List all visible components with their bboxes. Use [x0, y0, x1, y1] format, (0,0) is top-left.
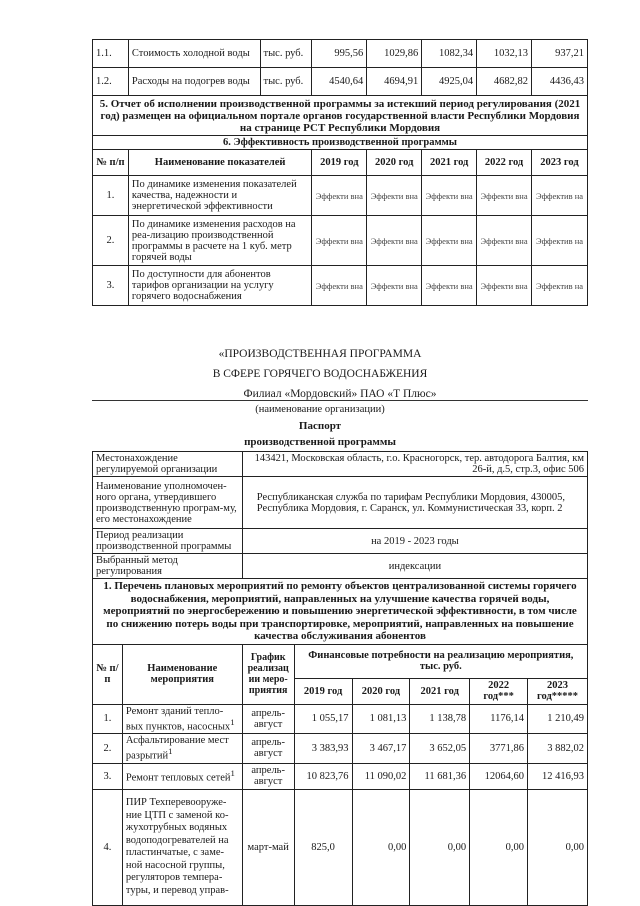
- row-number: 4.: [93, 789, 123, 905]
- passport-label: Местонахождение регулируемой организации: [93, 452, 243, 477]
- organization-name: [92, 388, 588, 401]
- value-cell: 3 383,93: [294, 734, 352, 764]
- row-name: По доступности для абонентов тарифов организации на услугу горячего водоснабжения: [128, 266, 311, 306]
- header-year: 2019 год: [312, 150, 367, 176]
- efficiency-cell: Эффекти вна: [312, 176, 367, 216]
- row-unit: тыс. руб.: [260, 68, 312, 96]
- value-cell: 4436,43: [532, 68, 588, 96]
- row-number: 1.1.: [93, 40, 129, 68]
- efficiency-cell: Эффекти вна: [367, 266, 422, 306]
- organization-caption: (наименование организации): [255, 404, 385, 415]
- row-name-text: Ремонт тепловых сетей: [125, 772, 231, 784]
- row-schedule: апрель-август: [242, 763, 294, 789]
- table-row: [93, 40, 588, 68]
- table-row: [93, 734, 588, 764]
- header-finance: Финансовые потребности на реализацию мероприятия, тыс. руб.: [294, 644, 587, 678]
- table-row: [93, 452, 588, 477]
- value-cell: 0,00: [352, 789, 410, 905]
- section-5-heading: 5. Отчет об исполнении производственной программы за истекший период регулирования (2021 год) размещен на официальном портале органов государственной власти Республики Мордовия на странице РСТ Республики Мордовия: [93, 96, 588, 136]
- program-title: «ПРОИЗВОДСТВЕННАЯ ПРОГРАММА: [218, 348, 422, 360]
- value-cell: 1032,13: [477, 40, 532, 68]
- row-number: 2.: [93, 216, 129, 266]
- value-cell: 0,00: [470, 789, 528, 905]
- row-number: 2.: [93, 734, 123, 764]
- row-name: [122, 704, 242, 734]
- table-row: [93, 477, 588, 529]
- row-name: [122, 734, 242, 764]
- value-cell: 995,56: [312, 40, 367, 68]
- value-cell: 3771,86: [470, 734, 528, 764]
- row-name-text: Ремонт зданий тепло-вых пунктов, насосных: [125, 705, 231, 732]
- section-6-heading: 6. Эффективность производственной программы: [93, 136, 588, 150]
- value-cell: 12 416,93: [528, 763, 588, 789]
- efficiency-cell: Эффекти вна: [477, 176, 532, 216]
- value-cell: 3 652,05: [410, 734, 470, 764]
- header-year: 2023 год*****: [528, 678, 588, 704]
- value-cell: 10 823,76: [294, 763, 352, 789]
- value-cell: 937,21: [532, 40, 588, 68]
- header-name: Наименование мероприятия: [122, 644, 242, 704]
- row-name-text: ПИР Техперевооруже-ние ЦТП с заменой ко-жухотрубных водяных водоподогревателей на пластинчатые, с заме-ной насосной группы, регуляторов темпера-туры, и перевод управ-: [125, 797, 229, 896]
- value-cell: 1029,86: [367, 40, 422, 68]
- measures-table: [92, 578, 588, 906]
- passport-label: Наименование уполномочен-ного органа, утвердившего производственную програм-му, его местонахождение: [93, 477, 243, 529]
- row-name: [122, 789, 242, 905]
- row-schedule: март-май: [242, 789, 294, 905]
- table-row: [93, 704, 588, 734]
- row-number: 1.2.: [93, 68, 129, 96]
- row-number: 3.: [93, 763, 123, 789]
- passport-label: Период реализации производственной программы: [93, 529, 243, 554]
- value-cell: 11 090,02: [352, 763, 410, 789]
- header-year: 2023 год: [532, 150, 588, 176]
- row-name: По динамике изменения показателей качества, надежности и энергетической эффективности: [128, 176, 311, 216]
- value-cell: 4694,91: [367, 68, 422, 96]
- row-name: Стоимость холодной воды: [128, 40, 260, 68]
- value-cell: 4925,04: [422, 68, 477, 96]
- header-name: Наименование показателей: [128, 150, 311, 176]
- footnote-mark: 1: [230, 716, 235, 727]
- row-schedule: апрель-август: [242, 704, 294, 734]
- header-year: 2020 год: [352, 678, 410, 704]
- value-cell: 12064,60: [470, 763, 528, 789]
- row-name: [122, 763, 242, 789]
- header-year: 2019 год: [294, 678, 352, 704]
- row-name: По динамике изменения расходов на реа-лизацию производственной программы в расчете на 1 куб. метр горячей воды: [128, 216, 311, 266]
- header-year: 2020 год: [367, 150, 422, 176]
- table-row: [93, 789, 588, 905]
- efficiency-cell: Эффекти вна: [422, 176, 477, 216]
- passport-value: индексации: [242, 554, 587, 579]
- efficiency-cell: Эффекти вна: [477, 216, 532, 266]
- row-schedule: апрель-август: [242, 734, 294, 764]
- row-name: Расходы на подогрев воды: [128, 68, 260, 96]
- value-cell: 1 138,78: [410, 704, 470, 734]
- value-cell: 0,00: [528, 789, 588, 905]
- footnote-mark: 1: [230, 768, 235, 779]
- table-row: [93, 68, 588, 96]
- passport-value: 143421, Московская область, г.о. Красногорск, тер. автодорога Балтия, км 26-й, д.5, стр.3, офис 506: [242, 452, 587, 477]
- header-year: 2021 год: [422, 150, 477, 176]
- efficiency-cell: Эффекти вна: [312, 266, 367, 306]
- top-table: [92, 39, 588, 306]
- table-row: [93, 176, 588, 216]
- value-cell: 0,00: [410, 789, 470, 905]
- section-1-heading: 1. Перечень плановых мероприятий по ремонту объектов централизованной системы горячего водоснабжения, мероприятий, направленных на улучшение качества горячей воды, мероприятий по энергосбережению и повышению энергетической эффективности, в том числе по снижению потерь воды при транспортировке, мероприятий, направленных на повышение качества обслуживания абонентов: [93, 579, 588, 645]
- header-year: 2022 год***: [470, 678, 528, 704]
- organization-name-text: Филиал «Мордовский» ПАО «Т Плюс»: [92, 388, 588, 401]
- row-number: 3.: [93, 266, 129, 306]
- row-name-text: Асфальтирование мест разрытий: [125, 735, 229, 762]
- footnote-mark: 1: [168, 746, 173, 756]
- efficiency-cell: Эффекти вна: [422, 266, 477, 306]
- row-unit: тыс. руб.: [260, 40, 312, 68]
- passport-value: Республиканская служба по тарифам Республики Мордовия, 430005, Республика Мордовия, г. Саранск, ул. Коммунистическая 33, корп. 2: [242, 477, 587, 529]
- value-cell: 1 055,17: [294, 704, 352, 734]
- table-row: [93, 266, 588, 306]
- header-year: 2021 год: [410, 678, 470, 704]
- passport-label: Выбранный метод регулирования: [93, 554, 243, 579]
- efficiency-cell: Эффекти вна: [367, 216, 422, 266]
- header-schedule: График реализац ии меро-приятия: [242, 644, 294, 704]
- value-cell: 1176,14: [470, 704, 528, 734]
- table-row: [93, 763, 588, 789]
- header-year: 2022 год: [477, 150, 532, 176]
- efficiency-cell: Эффекти вна: [477, 266, 532, 306]
- efficiency-cell: Эффекти вна: [367, 176, 422, 216]
- header-num: № п/п: [93, 644, 123, 704]
- value-cell: 1 210,49: [528, 704, 588, 734]
- value-cell: 11 681,36: [410, 763, 470, 789]
- table-row: [93, 216, 588, 266]
- efficiency-cell: Эффектив на: [532, 266, 588, 306]
- value-cell: 4540,64: [312, 68, 367, 96]
- passport-heading: Паспорт: [298, 420, 342, 432]
- efficiency-cell: Эффектив на: [532, 176, 588, 216]
- passport-table: [92, 451, 588, 579]
- efficiency-cell: Эффекти вна: [422, 216, 477, 266]
- value-cell: 3 467,17: [352, 734, 410, 764]
- row-number: 1.: [93, 704, 123, 734]
- program-subtitle: В СФЕРЕ ГОРЯЧЕГО ВОДОСНАБЖЕНИЯ: [212, 368, 428, 380]
- value-cell: 4682,82: [477, 68, 532, 96]
- header-num: № п/п: [93, 150, 129, 176]
- row-number: 1.: [93, 176, 129, 216]
- efficiency-cell: Эффектив на: [532, 216, 588, 266]
- value-cell: 825,0: [294, 789, 352, 905]
- passport-value: на 2019 - 2023 годы: [242, 529, 587, 554]
- table-row: [93, 554, 588, 579]
- passport-subheading: производственной программы: [244, 436, 396, 448]
- value-cell: 1082,34: [422, 40, 477, 68]
- table-row: [93, 529, 588, 554]
- value-cell: 1 081,13: [352, 704, 410, 734]
- efficiency-cell: Эффекти вна: [312, 216, 367, 266]
- value-cell: 3 882,02: [528, 734, 588, 764]
